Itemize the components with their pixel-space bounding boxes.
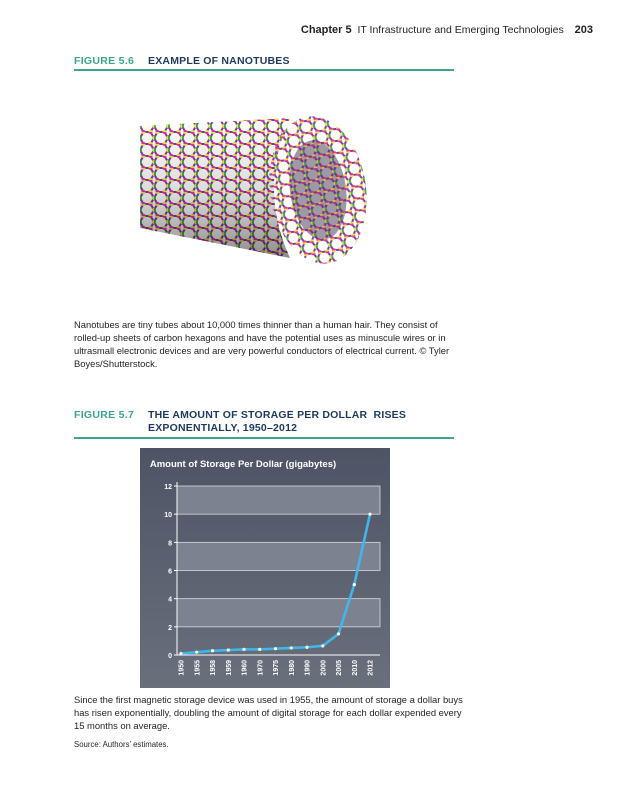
x-tick-label: 1958 xyxy=(210,660,217,676)
data-point xyxy=(274,647,277,650)
x-tick-label: 1955 xyxy=(194,660,202,676)
figure-5-7-title xyxy=(148,409,406,435)
y-tick-label: 4 xyxy=(168,596,172,604)
figure-5-7-title-line1: THE AMOUNT OF STORAGE PER DOLLAR RISES xyxy=(148,409,407,421)
figure-5-7-source: Source: Authors’ estimates. xyxy=(74,740,169,749)
x-tick-label: 2000 xyxy=(320,660,328,676)
y-tick-label: 12 xyxy=(164,484,172,491)
page-number: 203 xyxy=(574,24,593,36)
data-point xyxy=(242,648,245,651)
chart-title: Amount of Storage Per Dollar (gigabytes) xyxy=(149,459,337,470)
x-tick-label: 2010 xyxy=(351,660,359,676)
figure-5-7-caption: Since the first magnetic storage device was used in 1955, the amount of storage a dollar buys has risen exponentially, doubling the amount of digital storage for each dollar expended every 15 months on average. xyxy=(74,694,463,731)
data-point xyxy=(368,513,371,516)
data-point xyxy=(290,646,293,649)
y-tick-label: 6 xyxy=(168,568,172,576)
chapter-title: IT Infrastructure and Emerging Technologies xyxy=(357,24,564,36)
nanotube-image xyxy=(140,108,380,278)
figure-5-7-title-line2: EXPONENTIALLY, 1950–2012 xyxy=(148,422,298,434)
figure-5-6-rule xyxy=(74,69,454,71)
data-point xyxy=(305,646,308,649)
figure-5-6-label: FIGURE 5.6 xyxy=(74,55,135,67)
data-point xyxy=(227,648,230,651)
data-point xyxy=(258,648,261,651)
x-tick-label: 1980 xyxy=(288,660,296,676)
figure-5-7-rule xyxy=(74,437,454,439)
data-point xyxy=(321,644,324,647)
running-head xyxy=(301,24,593,36)
x-tick-label: 2005 xyxy=(336,660,343,676)
storage-chart xyxy=(140,448,390,688)
grid-band xyxy=(177,486,380,514)
y-tick-label: 10 xyxy=(164,512,172,520)
figure-5-6-caption: Nanotubes are tiny tubes about 10,000 times thinner than a human hair. They consist of rolled-up sheets of carbon hexagons and have the potential uses as minuscule wires or in ultrasmall electronic devices and are very powerful conductors of electrical current. © Tyler Boyes/Shutterstock. xyxy=(74,319,450,369)
y-tick-label: 8 xyxy=(168,540,172,548)
x-tick-label: 2012 xyxy=(367,660,375,676)
chapter-label: Chapter 5 xyxy=(300,24,352,36)
y-tick-label: 2 xyxy=(168,624,172,632)
x-tick-label: 1990 xyxy=(304,660,312,676)
data-point xyxy=(353,583,356,586)
x-tick-label: 1975 xyxy=(273,660,280,676)
data-point xyxy=(179,652,182,655)
x-tick-label: 1950 xyxy=(178,660,186,676)
data-point xyxy=(195,651,198,654)
grid-band xyxy=(177,542,380,570)
data-point xyxy=(211,649,214,652)
data-point xyxy=(337,632,340,635)
figure-5-7-label: FIGURE 5.7 xyxy=(74,409,135,421)
x-tick-label: 1959 xyxy=(225,660,233,676)
y-tick-label: 0 xyxy=(168,653,172,660)
figure-5-6-title: EXAMPLE OF NANOTUBES xyxy=(148,55,290,67)
x-tick-label: 1970 xyxy=(257,660,265,676)
x-tick-label: 1960 xyxy=(241,660,249,676)
